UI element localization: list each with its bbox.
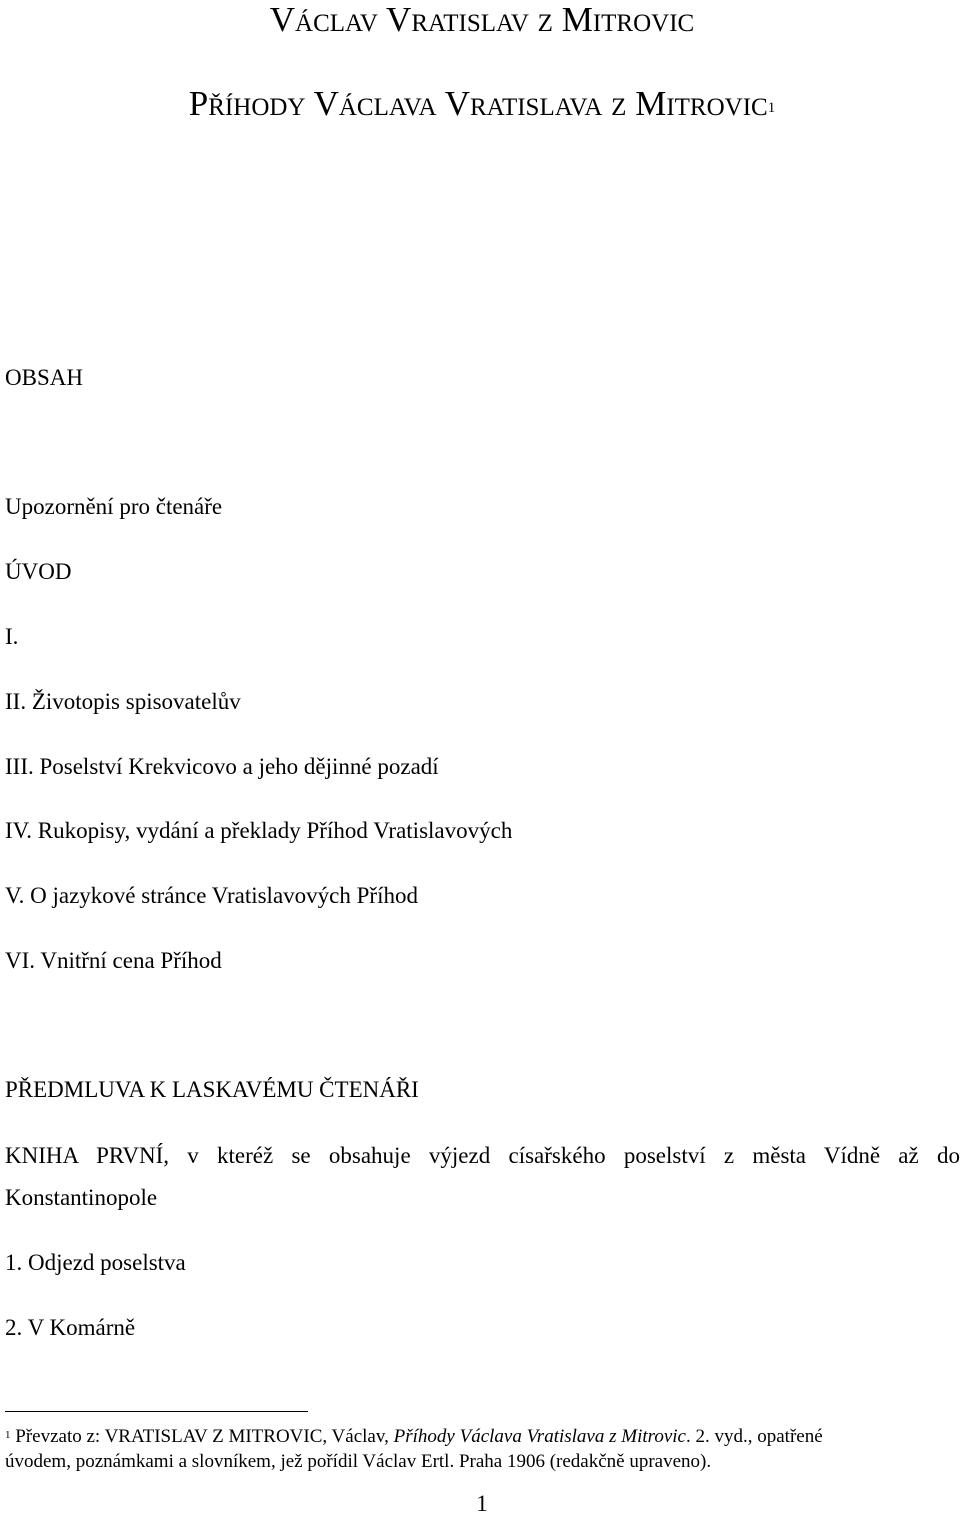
footnote-number: 1 (5, 1429, 11, 1441)
toc-book-first-line[interactable]: KNIHA PRVNÍ, v kteréž se obsahuje výjezd císařského poselství z města Vídně až do (5, 1143, 960, 1168)
toc-book-second-line[interactable]: Konstantinopole (5, 1185, 158, 1210)
toc-chapter[interactable]: 1. Odjezd poselstva (5, 1250, 186, 1275)
toc-item[interactable]: IV. Rukopisy, vydání a překlady Příhod Vratislavových (5, 818, 513, 843)
page-number: 1 (476, 1491, 488, 1516)
toc-item[interactable]: I. (5, 624, 19, 649)
work-title-text: Příhody Václava Vratislava z Mitrovic (188, 84, 768, 123)
footnote-reference[interactable]: 1 (767, 100, 776, 116)
toc-heading: OBSAH (5, 365, 83, 390)
footnote-prefix: Převzato z: VRATISLAV Z MITROVIC, Václav, (15, 1426, 394, 1447)
toc-item[interactable]: ÚVOD (5, 559, 72, 584)
footnote-separator (5, 1411, 308, 1412)
toc-item[interactable]: Upozornění pro čtenáře (5, 494, 223, 519)
toc-item[interactable]: II. Životopis spisovatelův (5, 689, 241, 714)
toc-item[interactable]: V. O jazykové stránce Vratislavových Příhod (5, 883, 418, 908)
footnote-line-2: úvodem, poznámkami a slovníkem, jež pořídil Václav Ertl. Praha 1906 (redakčně upraveno). (5, 1451, 712, 1472)
toc-item[interactable]: III. Poselství Krekvicovo a jeho dějinné pozadí (5, 754, 439, 779)
toc-preface[interactable]: PŘEDMLUVA K LASKAVÉMU ČTENÁŘI (5, 1077, 419, 1102)
footnote-italic-title: Příhody Václava Vratislava z Mitrovic (393, 1426, 686, 1447)
author-title-text: Václav Vratislav z Mitrovic (269, 0, 695, 39)
toc-chapter[interactable]: 2. V Komárně (5, 1315, 136, 1340)
author-title (0, 0, 960, 40)
toc-item[interactable]: VI. Vnitřní cena Příhod (5, 948, 222, 973)
work-title (0, 84, 960, 124)
footnote-suffix: . 2. vyd., opatřené (685, 1426, 823, 1447)
footnote-line-1 (5, 1426, 823, 1448)
